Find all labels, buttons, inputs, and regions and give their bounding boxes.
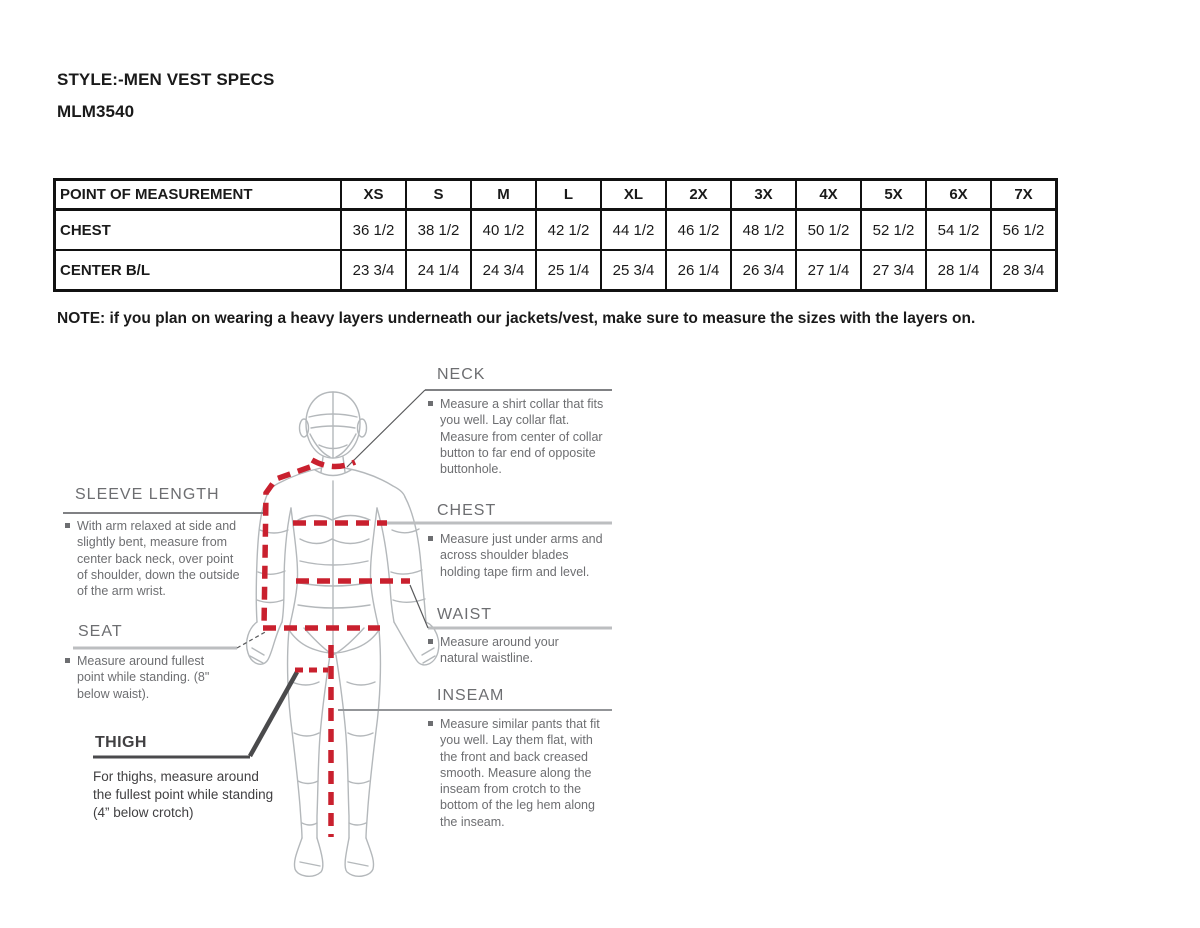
bullet-square-icon (65, 658, 70, 663)
size-value-cell: 23 3/4 (341, 250, 406, 291)
size-value-cell: 25 3/4 (601, 250, 666, 291)
size-value-cell: 52 1/2 (861, 210, 926, 251)
sleeve-length-section-label: SLEEVE LENGTH (75, 486, 220, 503)
size-chart-table (53, 178, 1058, 292)
size-value-cell: 42 1/2 (536, 210, 601, 251)
table-header-cell: 6X (926, 180, 991, 210)
chest-section-label: CHEST (437, 502, 497, 519)
style-title: STYLE:-MEN VEST SPECS (57, 70, 275, 89)
note-text: NOTE: if you plan on wearing a heavy layers underneath our jackets/vest, make sure to measure the sizes with the layers on. (57, 310, 976, 327)
table-row (55, 250, 1057, 291)
seat-section-label: SEAT (78, 623, 123, 640)
size-value-cell: 28 3/4 (991, 250, 1057, 291)
inseam-section-label: INSEAM (437, 687, 505, 704)
bullet-square-icon (428, 401, 433, 406)
size-value-cell: 38 1/2 (406, 210, 471, 251)
table-row (55, 210, 1057, 251)
table-header-cell: XL (601, 180, 666, 210)
measurement-diagram (60, 360, 620, 890)
sleeve-length-section-text: With arm relaxed at side and slightly bent, measure from center back neck, over point of shoulder, down the outside of the arm wrist. (65, 518, 243, 599)
size-value-cell: 27 3/4 (861, 250, 926, 291)
size-value-cell: 46 1/2 (666, 210, 731, 251)
chest-section-text: Measure just under arms and across shoulder blades holding tape firm and level. (428, 531, 604, 580)
neck-section-text: Measure a shirt collar that fits you well. Lay collar flat. Measure from center of collar button to far end of opposite buttonhole. (428, 396, 604, 477)
waist-section-label: WAIST (437, 606, 493, 623)
table-header-cell: L (536, 180, 601, 210)
table-header-cell: 7X (991, 180, 1057, 210)
bullet-square-icon (65, 523, 70, 528)
size-value-cell: 24 3/4 (471, 250, 536, 291)
size-value-cell: 40 1/2 (471, 210, 536, 251)
table-header-cell: M (471, 180, 536, 210)
table-header-cell: 5X (861, 180, 926, 210)
row-label-cell: CENTER B/L (55, 250, 342, 291)
size-value-cell: 26 3/4 (731, 250, 796, 291)
neck-connector-line (347, 390, 425, 467)
table-header-cell: S (406, 180, 471, 210)
size-value-cell: 56 1/2 (991, 210, 1057, 251)
table-header-cell: 3X (731, 180, 796, 210)
size-value-cell: 28 1/4 (926, 250, 991, 291)
size-value-cell: 27 1/4 (796, 250, 861, 291)
table-header-cell: 2X (666, 180, 731, 210)
size-value-cell: 24 1/4 (406, 250, 471, 291)
sleeve-measure-line (264, 467, 310, 628)
waist-section-text: Measure around your natural waistline. (428, 634, 578, 667)
seat-section-text: Measure around fullest point while standing. (8" below waist). (65, 653, 220, 702)
seat-connector-line (237, 631, 267, 648)
size-chart-table-wrapper (53, 178, 1058, 292)
inseam-section-text: Measure similar pants that fit you well. Lay them flat, with the front and back creased smooth. Measure along the inseam from crotch to the bottom of the leg hem along the inseam. (428, 716, 608, 830)
table-header-cell: 4X (796, 180, 861, 210)
table-header-row (55, 180, 1057, 210)
size-value-cell: 50 1/2 (796, 210, 861, 251)
neck-section-label: NECK (437, 366, 486, 383)
bullet-square-icon (428, 721, 433, 726)
size-value-cell: 48 1/2 (731, 210, 796, 251)
bullet-square-icon (428, 536, 433, 541)
size-value-cell: 26 1/4 (666, 250, 731, 291)
row-label-cell: CHEST (55, 210, 342, 251)
size-value-cell: 25 1/4 (536, 250, 601, 291)
table-header-cell: XS (341, 180, 406, 210)
thigh-section-text: For thighs, measure around the fullest point while standing (4” below crotch) (93, 769, 274, 821)
style-number: MLM3540 (57, 102, 135, 121)
size-value-cell: 36 1/2 (341, 210, 406, 251)
thigh-section-label: THIGH (95, 734, 147, 751)
size-value-cell: 54 1/2 (926, 210, 991, 251)
red-measure-lines (263, 460, 410, 837)
table-header-cell: POINT OF MEASUREMENT (55, 180, 342, 210)
bullet-square-icon (428, 639, 433, 644)
size-value-cell: 44 1/2 (601, 210, 666, 251)
